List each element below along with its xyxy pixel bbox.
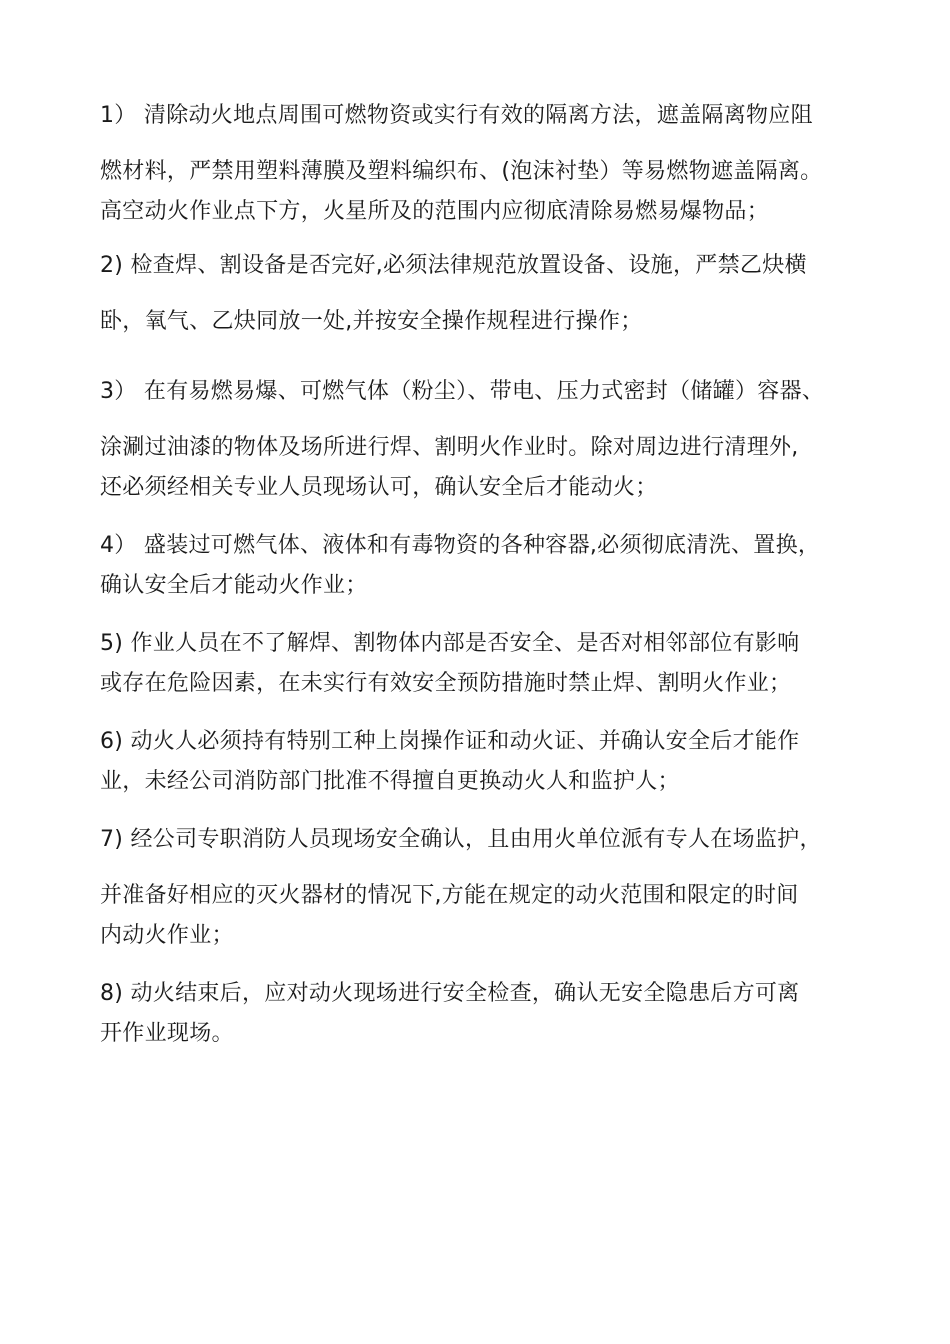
item-7-line-1: 7) 经公司专职消防人员现场安全确认，且由用火单位派有专人在场监护， — [100, 827, 822, 852]
item-4-line-1: 4） 盛装过可燃气体、液体和有毒物资的各种容器,必须彻底清洗、置换， — [100, 533, 821, 558]
item-5 — [100, 624, 880, 704]
item-8-line-2: 开作业现场。 — [100, 1021, 234, 1046]
item-6-line-1: 6) 动火人必须持有特别工种上岗操作证和动火证、并确认安全后才能作 — [100, 729, 800, 754]
item-2 — [100, 246, 880, 342]
item-8-line-1: 8) 动火结束后，应对动火现场进行安全检查，确认无安全隐患后方可离 — [100, 981, 800, 1006]
document-page — [100, 96, 880, 1054]
item-3-line-1: 3） 在有易燃易爆、可燃气体（粉尘）、带电、压力式密封（储罐）容器、 — [100, 379, 825, 404]
item-1-line-2: 燃材料，严禁用塑料薄膜及塑料编织布、(泡沫衬垫）等易燃物遮盖隔离。 — [100, 159, 823, 184]
item-5-line-1: 5) 作业人员在不了解焊、割物体内部是否安全、是否对相邻部位有影响 — [100, 631, 800, 656]
item-2-line-2: 卧，氧气、乙炔同放一处,并按安全操作规程进行操作； — [100, 309, 643, 334]
item-7-line-3: 内动火作业； — [100, 923, 234, 948]
item-8 — [100, 974, 880, 1054]
item-4 — [100, 526, 880, 606]
item-3 — [100, 372, 880, 508]
item-3-line-2: 涂涮过油漆的物体及场所进行焊、割明火作业时。除对周边进行清理外, — [100, 435, 799, 460]
item-1-line-1: 1） 清除动火地点周围可燃物资或实行有效的隔离方法，遮盖隔离物应阻 — [100, 103, 813, 128]
item-1 — [100, 96, 880, 232]
item-5-line-2: 或存在危险因素，在未实行有效安全预防措施时禁止焊、割明火作业； — [100, 671, 792, 696]
item-3-line-3: 还必须经相关专业人员现场认可，确认安全后才能动火； — [100, 475, 658, 500]
item-2-line-1: 2) 检查焊、割设备是否完好,必须法律规范放置设备、设施，严禁乙炔横 — [100, 253, 807, 278]
item-4-line-2: 确认安全后才能动火作业； — [100, 573, 368, 598]
item-1-line-3: 高空动火作业点下方，火星所及的范围内应彻底清除易燃易爆物品； — [100, 199, 770, 224]
item-6 — [100, 722, 880, 802]
item-7 — [100, 820, 880, 956]
item-7-line-2: 并准备好相应的灭火器材的情况下,方能在规定的动火范围和限定的时间 — [100, 883, 799, 908]
item-6-line-2: 业，未经公司消防部门批准不得擅自更换动火人和监护人； — [100, 769, 680, 794]
